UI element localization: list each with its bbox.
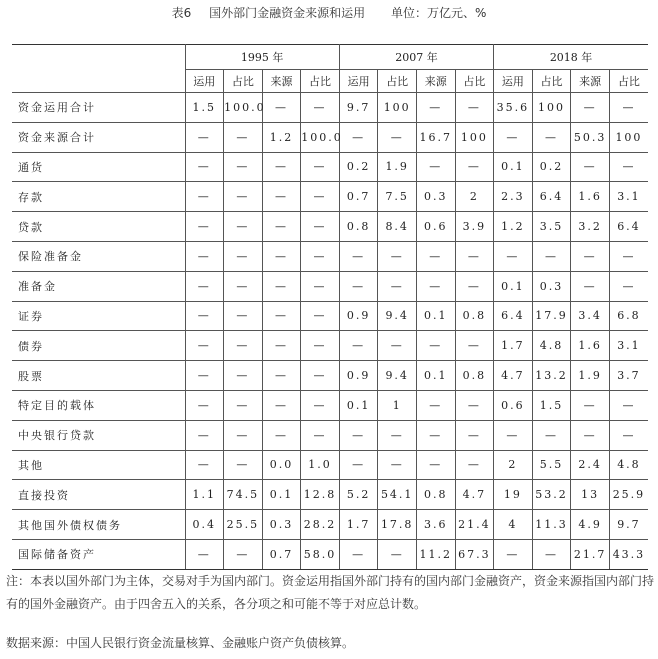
row-label: 国际储备资产: [12, 539, 185, 569]
row-label: 直接投资: [12, 480, 185, 510]
value-cell: 4: [494, 510, 533, 540]
value-cell: 2: [494, 450, 533, 480]
value-cell: —: [301, 331, 340, 361]
value-cell: —: [339, 331, 378, 361]
value-cell: —: [262, 182, 301, 212]
value-cell: 9.7: [339, 93, 378, 123]
subheader-cell: 运用: [339, 70, 378, 93]
value-cell: —: [224, 301, 263, 331]
value-cell: 8.4: [378, 212, 417, 242]
subheader-cell: 占比: [301, 70, 340, 93]
value-cell: 0.6: [416, 212, 455, 242]
value-cell: —: [339, 271, 378, 301]
value-cell: —: [571, 152, 610, 182]
row-label: 证券: [12, 301, 185, 331]
value-cell: 74.5: [224, 480, 263, 510]
table-row: [12, 361, 648, 391]
value-cell: 11.2: [416, 539, 455, 569]
value-cell: —: [224, 212, 263, 242]
value-cell: —: [224, 152, 263, 182]
row-header-cell: [12, 45, 185, 93]
subheader-cell: 占比: [609, 70, 648, 93]
value-cell: —: [185, 331, 224, 361]
value-cell: 0.7: [339, 182, 378, 212]
value-cell: 100.0: [301, 122, 340, 152]
value-cell: —: [185, 450, 224, 480]
value-cell: —: [494, 539, 533, 569]
value-cell: 0.4: [185, 510, 224, 540]
row-label: 通货: [12, 152, 185, 182]
value-cell: 35.6: [494, 93, 533, 123]
value-cell: —: [609, 390, 648, 420]
value-cell: 1.5: [185, 93, 224, 123]
value-cell: —: [571, 390, 610, 420]
table-row: [12, 182, 648, 212]
value-cell: —: [224, 390, 263, 420]
value-cell: —: [455, 241, 494, 271]
value-cell: 3.4: [571, 301, 610, 331]
row-label: 保险准备金: [12, 241, 185, 271]
value-cell: 4.8: [609, 450, 648, 480]
value-cell: 21.7: [571, 539, 610, 569]
value-cell: —: [301, 212, 340, 242]
value-cell: —: [262, 93, 301, 123]
funds-table: [12, 44, 648, 570]
value-cell: 4.7: [494, 361, 533, 391]
subheader-cell: 来源: [571, 70, 610, 93]
subheader-cell: 占比: [455, 70, 494, 93]
table-row: [12, 390, 648, 420]
value-cell: 0.3: [262, 510, 301, 540]
value-cell: —: [378, 122, 417, 152]
value-cell: 3.7: [609, 361, 648, 391]
value-cell: 9.4: [378, 361, 417, 391]
value-cell: 12.8: [301, 480, 340, 510]
value-cell: —: [455, 390, 494, 420]
value-cell: —: [301, 271, 340, 301]
value-cell: 2.3: [494, 182, 533, 212]
row-label: 中央银行贷款: [12, 420, 185, 450]
value-cell: 16.7: [416, 122, 455, 152]
value-cell: —: [532, 241, 571, 271]
value-cell: —: [185, 182, 224, 212]
subheader-cell: 来源: [416, 70, 455, 93]
table-row: [12, 420, 648, 450]
value-cell: —: [301, 241, 340, 271]
value-cell: —: [416, 331, 455, 361]
value-cell: 3.9: [455, 212, 494, 242]
value-cell: —: [262, 390, 301, 420]
year-header-2018: 2018 年: [494, 45, 648, 70]
table-row: [12, 301, 648, 331]
table-row: [12, 212, 648, 242]
value-cell: —: [262, 212, 301, 242]
value-cell: 4.8: [532, 331, 571, 361]
value-cell: 43.3: [609, 539, 648, 569]
value-cell: —: [455, 271, 494, 301]
value-cell: —: [262, 241, 301, 271]
value-cell: —: [378, 241, 417, 271]
value-cell: —: [378, 450, 417, 480]
value-cell: 0.6: [494, 390, 533, 420]
value-cell: —: [301, 152, 340, 182]
value-cell: —: [339, 122, 378, 152]
value-cell: —: [224, 271, 263, 301]
value-cell: —: [571, 420, 610, 450]
value-cell: 19: [494, 480, 533, 510]
table-row: [12, 510, 648, 540]
row-label: 其他国外债权债务: [12, 510, 185, 540]
value-cell: 5.2: [339, 480, 378, 510]
value-cell: 6.4: [532, 182, 571, 212]
subheader-cell: 占比: [224, 70, 263, 93]
value-cell: —: [224, 182, 263, 212]
value-cell: 1.9: [378, 152, 417, 182]
value-cell: —: [185, 241, 224, 271]
table-row: [12, 480, 648, 510]
value-cell: —: [185, 420, 224, 450]
value-cell: —: [262, 331, 301, 361]
value-cell: 0.1: [339, 390, 378, 420]
value-cell: 6.8: [609, 301, 648, 331]
value-cell: —: [224, 361, 263, 391]
table-number: 表6: [171, 6, 192, 20]
value-cell: 67.3: [455, 539, 494, 569]
value-cell: 4.7: [455, 480, 494, 510]
value-cell: 3.1: [609, 182, 648, 212]
value-cell: 0.8: [339, 212, 378, 242]
value-cell: 1.6: [571, 331, 610, 361]
value-cell: 0.2: [339, 152, 378, 182]
value-cell: 1.9: [571, 361, 610, 391]
value-cell: —: [224, 539, 263, 569]
value-cell: 6.4: [494, 301, 533, 331]
value-cell: —: [224, 331, 263, 361]
value-cell: 100: [455, 122, 494, 152]
value-cell: —: [185, 152, 224, 182]
row-label: 资金来源合计: [12, 122, 185, 152]
value-cell: 28.2: [301, 510, 340, 540]
table-row: [12, 331, 648, 361]
value-cell: 100: [609, 122, 648, 152]
value-cell: 13.2: [532, 361, 571, 391]
value-cell: —: [609, 420, 648, 450]
value-cell: 25.5: [224, 510, 263, 540]
value-cell: —: [416, 390, 455, 420]
row-label: 准备金: [12, 271, 185, 301]
value-cell: —: [609, 271, 648, 301]
value-cell: —: [416, 450, 455, 480]
value-cell: —: [301, 182, 340, 212]
value-cell: —: [339, 241, 378, 271]
value-cell: 0.9: [339, 361, 378, 391]
value-cell: 100: [378, 93, 417, 123]
value-cell: 11.3: [532, 510, 571, 540]
value-cell: 1: [378, 390, 417, 420]
row-label: 债券: [12, 331, 185, 361]
value-cell: —: [224, 450, 263, 480]
value-cell: —: [609, 241, 648, 271]
value-cell: —: [262, 301, 301, 331]
value-cell: —: [416, 271, 455, 301]
row-label: 股票: [12, 361, 185, 391]
value-cell: —: [262, 361, 301, 391]
value-cell: 1.1: [185, 480, 224, 510]
value-cell: —: [185, 361, 224, 391]
value-cell: —: [455, 152, 494, 182]
value-cell: 1.0: [301, 450, 340, 480]
value-cell: 0.3: [532, 271, 571, 301]
year-header-2007: 2007 年: [339, 45, 493, 70]
row-label: 存款: [12, 182, 185, 212]
value-cell: —: [185, 212, 224, 242]
value-cell: 13: [571, 480, 610, 510]
value-cell: 1.7: [339, 510, 378, 540]
value-cell: 4.9: [571, 510, 610, 540]
value-cell: 58.0: [301, 539, 340, 569]
value-cell: 25.9: [609, 480, 648, 510]
value-cell: 3.6: [416, 510, 455, 540]
table-row: [12, 241, 648, 271]
table-row: [12, 539, 648, 569]
value-cell: 0.1: [416, 361, 455, 391]
value-cell: —: [301, 390, 340, 420]
value-cell: —: [185, 271, 224, 301]
value-cell: —: [262, 420, 301, 450]
value-cell: 0.8: [416, 480, 455, 510]
value-cell: —: [455, 93, 494, 123]
value-cell: —: [339, 420, 378, 450]
value-cell: —: [378, 420, 417, 450]
value-cell: 0.1: [494, 152, 533, 182]
data-source: 数据来源：中国人民银行资金流量核算、金融账户资产负债核算。: [6, 636, 355, 650]
row-label: 其他: [12, 450, 185, 480]
value-cell: —: [301, 420, 340, 450]
value-cell: —: [571, 241, 610, 271]
value-cell: —: [494, 241, 533, 271]
row-label: 特定目的载体: [12, 390, 185, 420]
value-cell: 3.5: [532, 212, 571, 242]
value-cell: 21.4: [455, 510, 494, 540]
value-cell: 7.5: [378, 182, 417, 212]
value-cell: —: [185, 301, 224, 331]
subheader-cell: 来源: [262, 70, 301, 93]
table-row: [12, 271, 648, 301]
table-row: [12, 122, 648, 152]
year-header-row: [12, 45, 648, 70]
subheader-cell: 运用: [185, 70, 224, 93]
subheader-cell: 占比: [532, 70, 571, 93]
value-cell: —: [494, 122, 533, 152]
value-cell: —: [301, 301, 340, 331]
value-cell: —: [609, 93, 648, 123]
value-cell: —: [378, 539, 417, 569]
value-cell: 100.0: [224, 93, 263, 123]
row-label: 资金运用合计: [12, 93, 185, 123]
value-cell: 1.2: [494, 212, 533, 242]
value-cell: 100: [532, 93, 571, 123]
value-cell: 17.8: [378, 510, 417, 540]
value-cell: —: [416, 241, 455, 271]
value-cell: —: [185, 122, 224, 152]
value-cell: —: [609, 152, 648, 182]
value-cell: —: [224, 420, 263, 450]
subheader-cell: 占比: [378, 70, 417, 93]
value-cell: 0.2: [532, 152, 571, 182]
value-cell: 1.7: [494, 331, 533, 361]
value-cell: 0.1: [494, 271, 533, 301]
value-cell: —: [339, 539, 378, 569]
value-cell: —: [378, 331, 417, 361]
value-cell: 54.1: [378, 480, 417, 510]
value-cell: 9.4: [378, 301, 417, 331]
value-cell: —: [532, 420, 571, 450]
value-cell: —: [455, 450, 494, 480]
value-cell: 3.1: [609, 331, 648, 361]
table-caption: [0, 4, 658, 21]
value-cell: —: [571, 93, 610, 123]
value-cell: —: [185, 390, 224, 420]
value-cell: 1.2: [262, 122, 301, 152]
value-cell: 9.7: [609, 510, 648, 540]
value-cell: 53.2: [532, 480, 571, 510]
value-cell: 1.5: [532, 390, 571, 420]
value-cell: —: [416, 93, 455, 123]
table-row: [12, 450, 648, 480]
subheader-cell: 运用: [494, 70, 533, 93]
value-cell: —: [185, 539, 224, 569]
value-cell: 0.8: [455, 361, 494, 391]
value-cell: 0.1: [416, 301, 455, 331]
value-cell: —: [262, 152, 301, 182]
value-cell: —: [455, 331, 494, 361]
value-cell: 1.6: [571, 182, 610, 212]
value-cell: —: [455, 420, 494, 450]
value-cell: 17.9: [532, 301, 571, 331]
table-row: [12, 152, 648, 182]
value-cell: —: [301, 361, 340, 391]
value-cell: —: [416, 152, 455, 182]
value-cell: 0.3: [416, 182, 455, 212]
value-cell: —: [262, 271, 301, 301]
value-cell: 5.5: [532, 450, 571, 480]
value-cell: 6.4: [609, 212, 648, 242]
row-label: 贷款: [12, 212, 185, 242]
value-cell: 0.7: [262, 539, 301, 569]
table-unit: 单位：万亿元、%: [390, 6, 487, 20]
value-cell: 0.9: [339, 301, 378, 331]
value-cell: 50.3: [571, 122, 610, 152]
value-cell: —: [378, 271, 417, 301]
value-cell: —: [532, 539, 571, 569]
value-cell: —: [301, 93, 340, 123]
year-header-1995: 1995 年: [185, 45, 339, 70]
table-title: 国外部门金融资金来源和运用: [209, 6, 366, 20]
value-cell: 0.8: [455, 301, 494, 331]
value-cell: 2.4: [571, 450, 610, 480]
value-cell: —: [571, 271, 610, 301]
value-cell: —: [339, 450, 378, 480]
table-row: [12, 93, 648, 123]
value-cell: —: [532, 122, 571, 152]
value-cell: 0.0: [262, 450, 301, 480]
value-cell: 3.2: [571, 212, 610, 242]
value-cell: —: [416, 420, 455, 450]
table-note: 注：本表以国外部门为主体，交易对手为国内部门。资金运用指国外部门持有的国内部门金融资产，资金来源指国内部门持有的国外金融资产。由于四舍五入的关系，各分项之和可能不等于对应总计数。: [6, 574, 655, 611]
value-cell: —: [494, 420, 533, 450]
value-cell: —: [224, 122, 263, 152]
value-cell: 2: [455, 182, 494, 212]
value-cell: —: [224, 241, 263, 271]
value-cell: 0.1: [262, 480, 301, 510]
